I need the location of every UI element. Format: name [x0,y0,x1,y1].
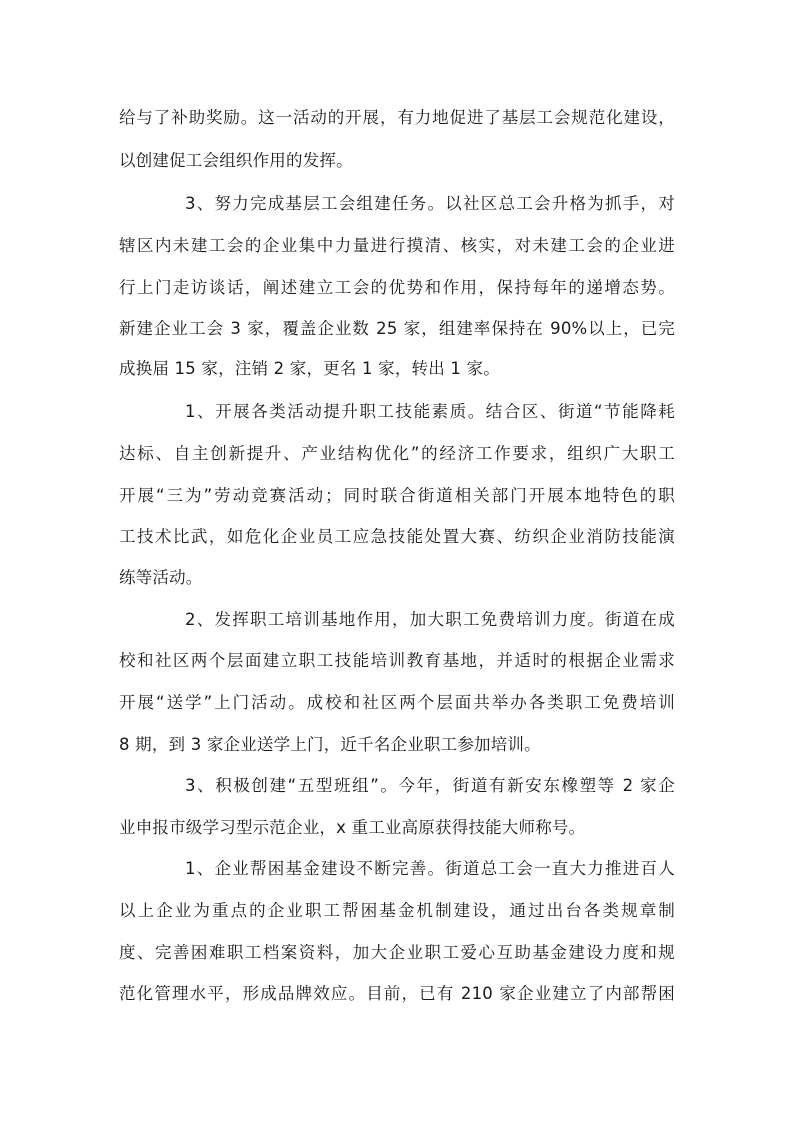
paragraph-line: 范化管理水平，形成品牌效应。目前，已有 210 家企业建立了内部帮困 [119,984,675,1003]
paragraph-line: 行上门走访谈话，阐述建立工会的优势和作用，保持每年的递增态势。 [119,278,675,297]
paragraph-line: 以上企业为重点的企业职工帮困基金机制建设，通过出台各类规章制 [119,901,675,920]
paragraph-line: 1、开展各类活动提升职工技能素质。结合区、街道“节能降耗 [185,402,675,421]
paragraph-line: 度、完善困难职工档案资料，加大企业职工爱心互助基金建设力度和规 [119,943,675,962]
paragraph-line: 新建企业工会 3 家，覆盖企业数 25 家，组建率保持在 90%以上，已完 [119,319,675,338]
paragraph-line: 练等活动。 [119,568,203,587]
paragraph-line: 3、努力完成基层工会组建任务。以社区总工会升格为抓手，对 [185,194,675,213]
paragraph-line: 达标、自主创新提升、产业结构优化”的经济工作要求，组织广大职工 [119,444,675,463]
paragraph-line: 校和社区两个层面建立职工技能培训教育基地，并适时的根据企业需求 [119,651,675,670]
paragraph-line: 3、积极创建“五型班组”。今年，街道有新安东橡塑等 2 家企 [185,776,675,795]
paragraph-line: 开展“三为”劳动竞赛活动；同时联合街道相关部门开展本地特色的职 [119,486,675,505]
paragraph-line: 以创建促工会组织作用的发挥。 [119,151,353,170]
paragraph-line: 工技术比武，如危化企业员工应急技能处置大赛、纺织企业消防技能演 [119,527,675,546]
paragraph-line: 8 期，到 3 家企业送学上门，近千名企业职工参加培训。 [119,735,541,754]
paragraph-line: 开展“送学”上门活动。成校和社区两个层面共举办各类职工免费培训 [119,693,675,712]
paragraph-line: 给与了补助奖励。这一活动的开展，有力地促进了基层工会规范化建设， [119,108,675,127]
paragraph-line: 业申报市级学习型示范企业，x 重工业高原获得技能大师称号。 [119,818,586,837]
paragraph-line: 辖区内未建工会的企业集中力量进行摸清、核实，对未建工会的企业进 [119,236,675,255]
paragraph-line: 1、企业帮困基金建设不断完善。街道总工会一直大力推进百人 [185,859,675,878]
paragraph-line: 2、发挥职工培训基地作用，加大职工免费培训力度。街道在成 [185,610,675,629]
paragraph-line: 成换届 15 家，注销 2 家，更名 1 家，转出 1 家。 [119,359,500,378]
